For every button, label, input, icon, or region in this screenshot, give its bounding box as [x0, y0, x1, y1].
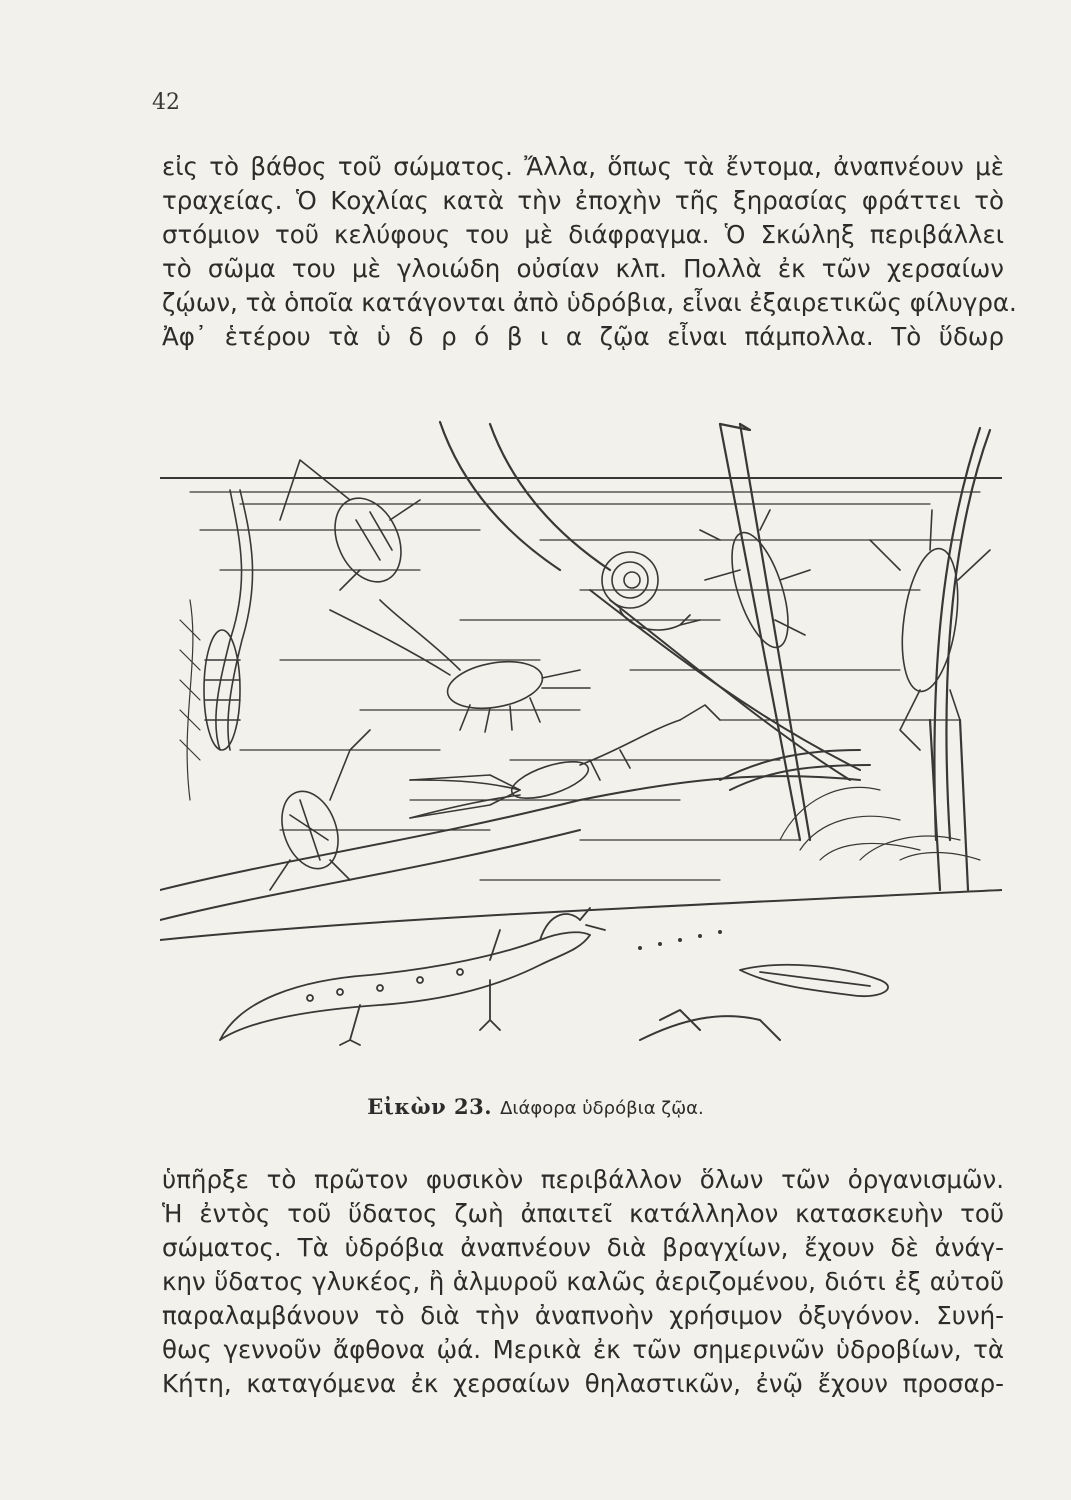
water-surface-lines — [160, 478, 1002, 880]
water-bug-right — [870, 510, 990, 750]
paragraph-top — [162, 150, 1017, 354]
water-boatman — [280, 460, 420, 593]
leech — [740, 965, 888, 996]
text-line: τὸ σῶμα του μὲ γλοιώδη οὐσίαν κλπ. Πολλὰ ἐκ τῶν χερσαίων — [162, 254, 1004, 283]
water-scorpion — [700, 510, 810, 654]
paragraph-bottom — [162, 1163, 1004, 1401]
snail — [602, 552, 700, 630]
text-line: κην ὕδατος γλυκέος, ἢ ἁλμυροῦ καλῶς ἀεριζομένου, διότι ἐξ αὐτοῦ — [162, 1267, 1004, 1296]
text-line: εἰς τὸ βάθος τοῦ σώματος. Ἄλλα, ὅπως τὰ ἔντομα, ἀναπνέουν μὲ — [162, 152, 1004, 181]
page-number: 42 — [152, 90, 180, 115]
text-line: παραλαμβάνουν τὸ διὰ τὴν ἀναπνοὴν χρήσιμον ὀξυγόνον. Συνή- — [162, 1301, 1004, 1330]
figure-caption-text: Διάφορα ὑδρόβια ζῷα. — [500, 1098, 704, 1119]
text-line: στόμιον τοῦ κελύφους του μὲ διάφραγμα. Ὁ Σκώληξ περιβάλλει — [162, 220, 1004, 249]
text-line: ζῴων, τὰ ὁποῖα κατάγονται ἀπὸ ὑδρόβια, εἶναι ἐξαιρετικῶς φίλυγρα. — [162, 288, 1017, 317]
figure-aquatic-animals — [160, 420, 1002, 1072]
figure-label: Εἰκὼν 23. — [367, 1094, 493, 1119]
newt — [220, 908, 605, 1045]
diving-beetle — [270, 730, 370, 890]
aquatic-animals-illustration — [160, 420, 1002, 1072]
text-line: ὑπῆρξε τὸ πρῶτον φυσικὸν περιβάλλον ὅλων τῶν ὀργανισμῶν. — [162, 1165, 1004, 1194]
text-line: Ἀφ᾽ ἑτέρου τὰ ὑ δ ρ ό β ι α ζῷα εἶναι πάμπολλα. Τὸ ὕδωρ — [162, 322, 1004, 351]
text-line: Κήτη, καταγόμενα ἐκ χερσαίων θηλαστικῶν, ἐνῷ ἔχουν προσαρ- — [162, 1369, 1004, 1398]
pond-bottom — [160, 776, 1002, 1040]
text-line: τραχείας. Ὁ Κοχλίας κατὰ τὴν ἐποχὴν τῆς ξηρασίας φράττει τὸ — [162, 186, 1004, 215]
larva — [204, 490, 253, 750]
text-line: σώματος. Τὰ ὑδρόβια ἀναπνέουν διὰ βραγχίων, ἔχουν δὲ ἀνάγ- — [162, 1233, 1004, 1262]
figure-caption — [0, 1094, 1071, 1119]
dragonfly-nymph — [410, 705, 720, 818]
text-line: Ἡ ἐντὸς τοῦ ὕδατος ζωὴ ἀπαιτεῖ κατάλληλον κατασκευὴν τοῦ — [162, 1199, 1004, 1228]
egg-dots — [638, 930, 722, 950]
text-line: θως γεννοῦν ἄφθονα ᾠά. Μερικὰ ἐκ τῶν σημερινῶν ὑδροβίων, τὰ — [162, 1335, 1004, 1364]
